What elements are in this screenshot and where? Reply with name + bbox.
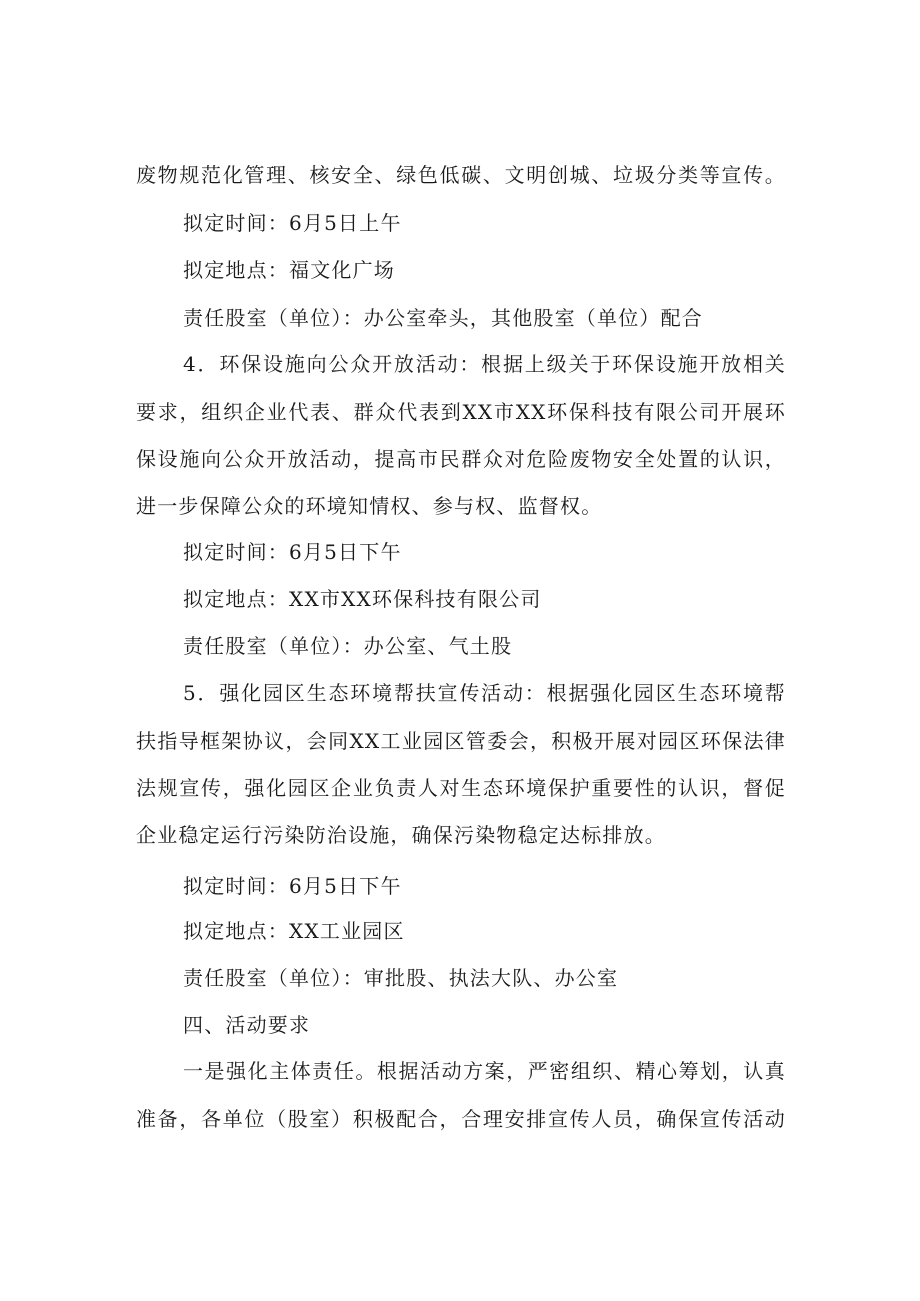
- text-line: 一是强化主体责任。根据活动方案，严密组织、精心筹划，认真: [183, 1059, 786, 1083]
- text-line: 企业稳定运行污染防治设施，确保污染物稳定达标排放。: [136, 823, 666, 847]
- text-line: 要求，组织企业代表、群众代表到XX市XX环保科技有限公司开展环: [136, 400, 786, 424]
- text-line: 拟定时间：6月5日下午: [183, 540, 402, 564]
- text-line: 拟定地点：XX市XX环保科技有限公司: [183, 587, 542, 611]
- text-line: 保设施向公众开放活动，提高市民群众对危险废物安全处置的认识，: [136, 447, 786, 471]
- section-heading: 四、活动要求: [183, 1013, 311, 1037]
- text-line: 拟定地点：福文化广场: [183, 258, 395, 282]
- text-line: 法规宣传，强化园区企业负责人对生态环境保护重要性的认识，督促: [136, 776, 786, 800]
- text-line: 拟定时间：6月5日下午: [183, 874, 402, 898]
- text-line: 拟定时间：6月5日上午: [183, 211, 402, 235]
- text-line: 进一步保障公众的环境知情权、参与权、监督权。: [136, 494, 603, 518]
- text-line: 5．强化园区生态环境帮扶宣传活动：根据强化园区生态环境帮: [183, 681, 786, 705]
- text-line: 扶指导框架协议，会同XX工业园区管委会，积极开展对园区环保法律: [136, 729, 786, 753]
- text-line: 责任股室（单位）：办公室、气土股: [183, 634, 513, 658]
- text-line: 拟定地点：XX工业园区: [183, 919, 405, 943]
- text-line: 准备，各单位（股室）积极配合，合理安排宣传人员，确保宣传活动: [136, 1107, 786, 1131]
- text-line: 责任股室（单位）：审批股、执法大队、办公室: [183, 966, 619, 990]
- text-line: 4．环保设施向公众开放活动：根据上级关于环保设施开放相关: [183, 352, 786, 376]
- text-line: 废物规范化管理、核安全、绿色低碳、文明创城、垃圾分类等宣传。: [136, 163, 786, 187]
- text-line: 责任股室（单位）：办公室牵头，其他股室（单位）配合: [183, 306, 703, 330]
